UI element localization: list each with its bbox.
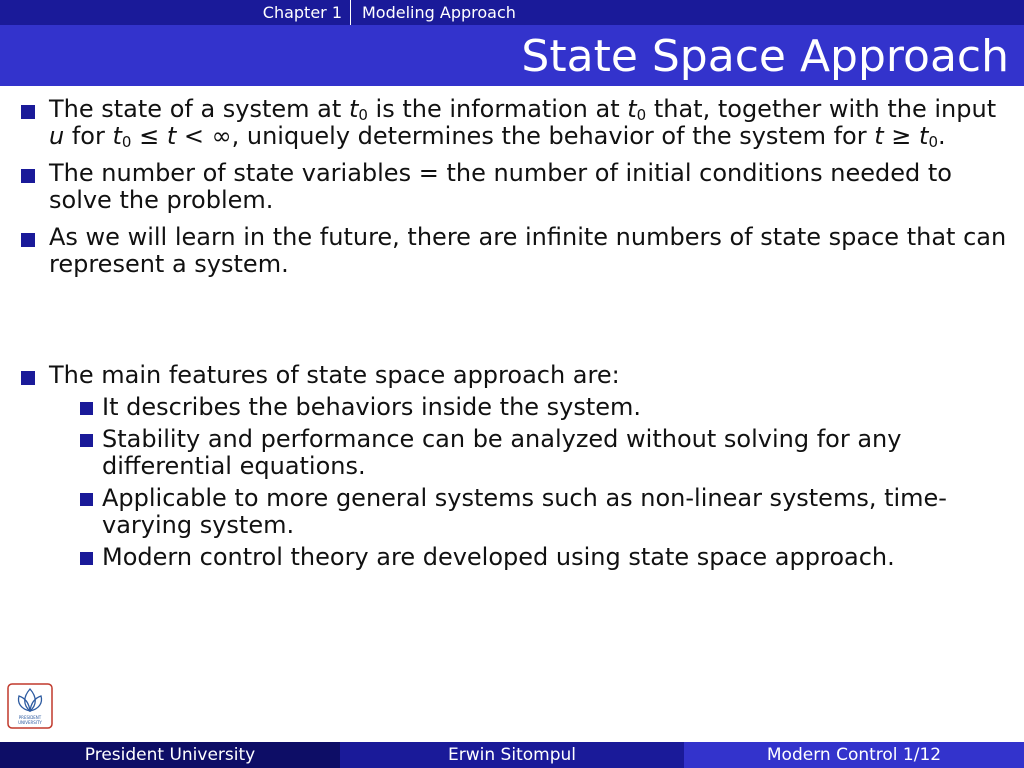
text-segment: .	[938, 122, 946, 150]
header-divider	[350, 0, 351, 25]
sub-bullet-item: Modern control theory are developed using state space approach.	[49, 544, 1010, 571]
university-logo	[7, 683, 53, 729]
math-var-t: t	[919, 122, 929, 150]
sub-bullet-item: Stability and performance can be analyzed without solving for any differential equations.	[49, 426, 1010, 480]
sub-bullet-item: It describes the behaviors inside the system.	[49, 394, 1010, 421]
svg-text:PRESIDENT: PRESIDENT	[18, 715, 42, 720]
bullet-main-features-label: The main features of state space approach are:	[49, 361, 620, 389]
sub-bullet-list	[49, 394, 1010, 571]
math-subscript-0: 0	[121, 133, 132, 151]
text-segment: ≤	[131, 122, 167, 150]
footer-institution: President University	[0, 742, 340, 768]
bullet-infinite-state-space: As we will learn in the future, there are infinite numbers of state space that can represent a system.	[20, 224, 1010, 278]
slide-title: State Space Approach	[521, 31, 1009, 82]
top-navigation-bar	[0, 0, 1024, 25]
math-var-t: t	[348, 95, 359, 123]
text-segment: for	[64, 122, 113, 150]
bullet-main-features	[20, 362, 1010, 571]
section-label: Modeling Approach	[362, 3, 516, 22]
bullet-list	[20, 96, 1010, 571]
text-segment: that, together with the input	[646, 95, 997, 123]
svg-text:UNIVERSITY: UNIVERSITY	[18, 720, 42, 725]
footer-course-page: Modern Control 1/12	[684, 742, 1024, 768]
text-segment: The state of a system at	[49, 95, 349, 123]
bullet-state-definition	[20, 96, 1010, 150]
math-subscript-0: 0	[636, 106, 647, 124]
text-segment: ≥	[883, 122, 920, 150]
math-var-t: t	[874, 122, 884, 150]
text-segment: is the information at	[367, 95, 628, 123]
footer-author: Erwin Sitompul	[340, 742, 684, 768]
footer-bar	[0, 742, 1024, 768]
title-bar	[0, 25, 1024, 86]
math-var-t: t	[112, 122, 122, 150]
text-segment: < ∞, uniquely determines the behavior of the system for	[176, 122, 875, 150]
sub-bullet-item: Applicable to more general systems such as non-linear systems, time-varying system.	[49, 485, 1010, 539]
math-var-u: u	[49, 122, 65, 150]
bullet-state-variables: The number of state variables = the number of initial conditions needed to solve the problem.	[20, 160, 1010, 214]
chapter-label: Chapter 1	[262, 3, 342, 22]
math-var-t: t	[166, 122, 177, 150]
slide-body	[20, 96, 1010, 581]
math-subscript-0: 0	[928, 133, 938, 151]
math-subscript-0: 0	[358, 106, 368, 124]
math-var-t: t	[627, 95, 637, 123]
